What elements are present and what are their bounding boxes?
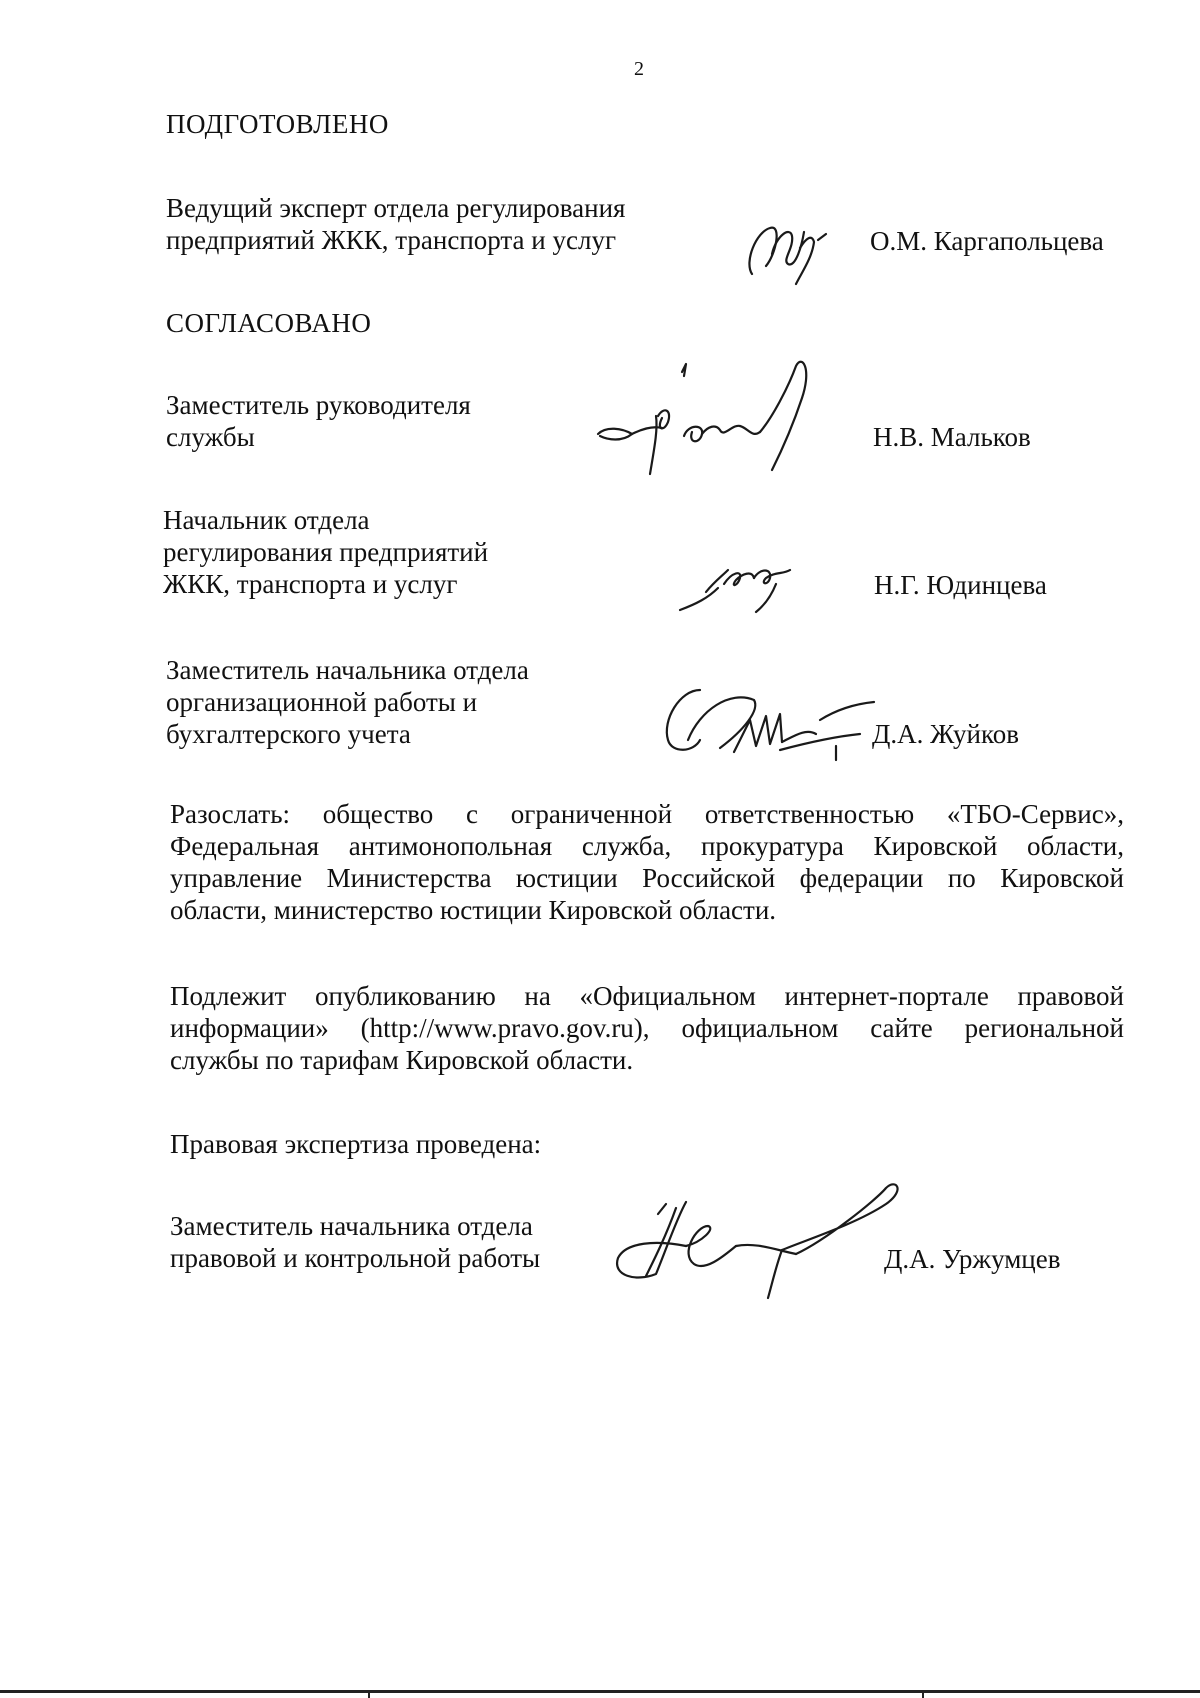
signature-yudintseva bbox=[676, 548, 806, 618]
signature-malkov bbox=[592, 358, 842, 476]
signer-position-line: Начальник отдела bbox=[163, 505, 370, 535]
prepared-position bbox=[166, 192, 625, 256]
signature-kargapoltseva bbox=[742, 214, 834, 286]
publication-paragraph bbox=[170, 980, 1124, 1076]
signer-position-line: организационной работы и bbox=[166, 687, 478, 717]
prepared-position-line: Ведущий эксперт отдела регулирования bbox=[166, 193, 626, 223]
legal-review-position-line: Заместитель начальника отдела bbox=[170, 1211, 533, 1241]
signer-position-line: ЖКК, транспорта и услуг bbox=[163, 569, 458, 599]
signature-urzhumtsev bbox=[606, 1180, 906, 1300]
signer-name: Н.Г. Юдинцева bbox=[874, 570, 1047, 600]
prepared-position-line: предприятий ЖКК, транспорта и услуг bbox=[166, 225, 617, 255]
signer-name: Д.А. Жуйков bbox=[872, 719, 1019, 749]
page-bottom-rule bbox=[0, 1690, 1200, 1693]
distribution-line: Федеральная антимонопольная служба, прокуратура Кировской области, bbox=[170, 831, 1124, 861]
distribution-line: управление Министерства юстиции Российской федерации по Кировской bbox=[170, 863, 1124, 893]
legal-review-name: Д.А. Уржумцев bbox=[884, 1244, 1061, 1274]
legal-review-position-line: правовой и контрольной работы bbox=[170, 1243, 541, 1273]
signer-position bbox=[166, 654, 529, 750]
distribution-line: области, министерство юстиции Кировской области. bbox=[170, 895, 777, 925]
signer-position-line: бухгалтерского учета bbox=[166, 719, 411, 749]
publication-line: Подлежит опубликованию на «Официальном интернет-портале правовой bbox=[170, 981, 1124, 1011]
signer-position-line: Заместитель руководителя bbox=[166, 390, 471, 420]
legal-review-position bbox=[170, 1210, 540, 1274]
signer-position-line: регулирования предприятий bbox=[163, 537, 489, 567]
prepared-heading: ПОДГОТОВЛЕНО bbox=[166, 109, 389, 139]
publication-line: информации» (http://www.pravo.gov.ru), официальном сайте региональной bbox=[170, 1013, 1124, 1043]
signer-name: Н.В. Мальков bbox=[873, 422, 1031, 452]
prepared-name: О.М. Каргапольцева bbox=[870, 226, 1104, 256]
signature-zhuikov bbox=[660, 680, 900, 762]
publication-line: службы по тарифам Кировской области. bbox=[170, 1045, 634, 1075]
agreed-heading: СОГЛАСОВАНО bbox=[166, 308, 372, 338]
distribution-line: Разослать: общество с ограниченной ответственностью «ТБО-Сервис», bbox=[170, 799, 1124, 829]
distribution-paragraph bbox=[170, 798, 1124, 926]
signer-position-line: Заместитель начальника отдела bbox=[166, 655, 529, 685]
signer-position-line: службы bbox=[166, 422, 255, 452]
page-number: 2 bbox=[634, 58, 644, 80]
legal-review-heading: Правовая экспертиза проведена: bbox=[170, 1129, 542, 1159]
signer-position bbox=[166, 389, 471, 453]
page-bottom-tick bbox=[368, 1690, 370, 1698]
page-bottom-tick bbox=[922, 1690, 924, 1698]
signer-position bbox=[163, 504, 488, 600]
